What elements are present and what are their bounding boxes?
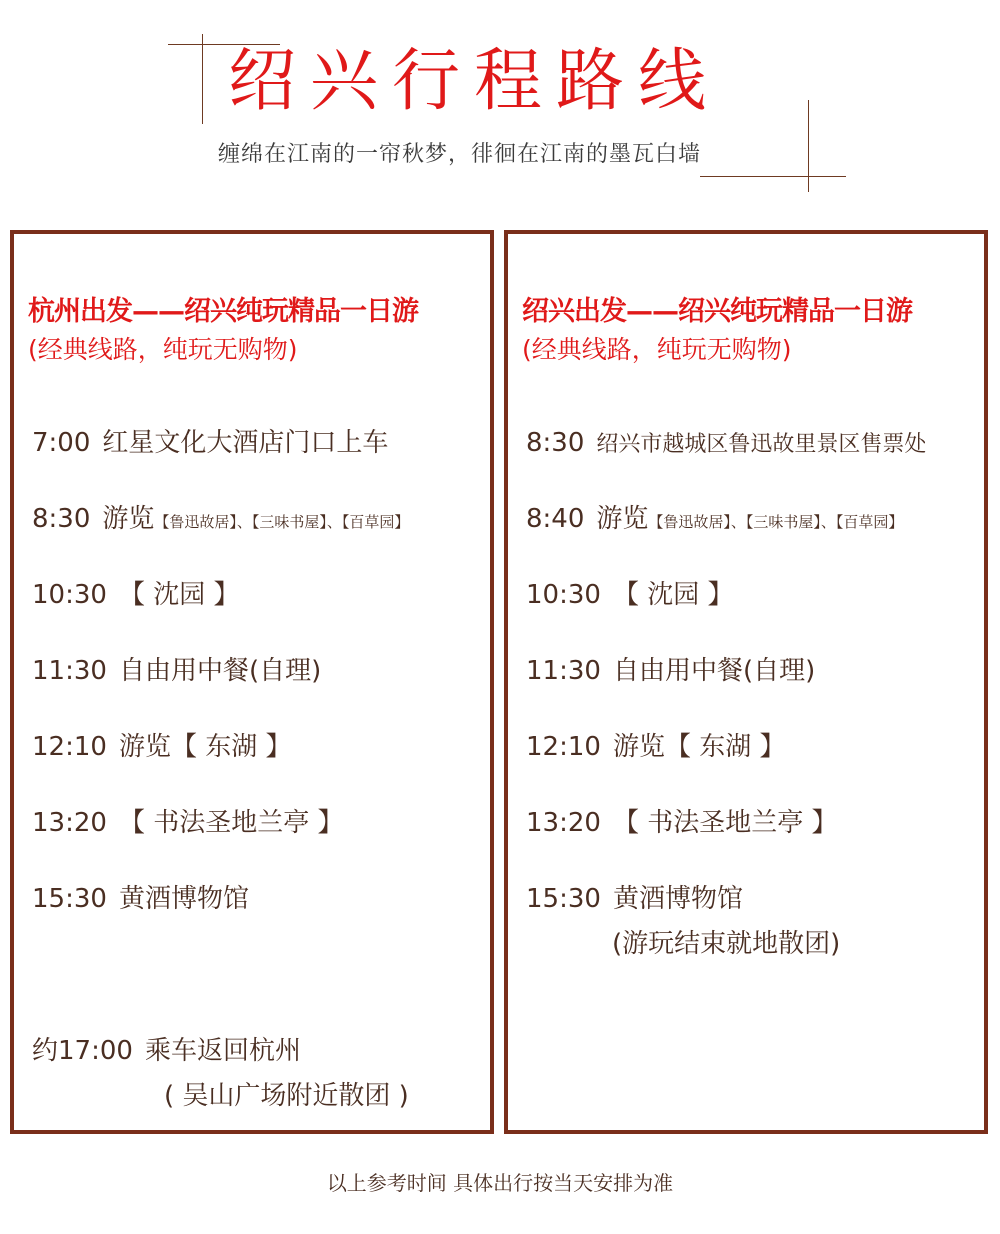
- left-panel-header: [28, 292, 418, 368]
- item-text: 自由用中餐(自理): [612, 656, 816, 686]
- item-time: 13:20: [32, 808, 107, 838]
- decor-line: [808, 100, 809, 192]
- item-time: 约17:00: [32, 1036, 133, 1066]
- item-text: 自由用中餐(自理): [118, 656, 322, 686]
- right-panel-subtitle: (经典线路，纯玩无购物): [522, 335, 792, 364]
- item-time: 8:30: [32, 504, 91, 534]
- item-time: 15:30: [32, 884, 107, 914]
- item-time: 8:30: [526, 428, 585, 458]
- itinerary-item: [32, 724, 492, 770]
- decor-line: [202, 34, 203, 124]
- page-title: 绍兴行程路线: [228, 42, 721, 121]
- itinerary-item: [32, 420, 492, 466]
- item-time: 15:30: [526, 884, 601, 914]
- item-text: 【 沈园 】: [612, 580, 734, 610]
- header: [0, 0, 1000, 210]
- item-time: 10:30: [32, 580, 107, 610]
- right-panel-note: (游玩结束就地散团): [612, 929, 841, 959]
- item-time: 12:10: [32, 732, 107, 762]
- left-panel-title: 杭州出发——绍兴纯玩精品一日游: [28, 296, 418, 327]
- item-text: 黄酒博物馆: [118, 884, 249, 914]
- itinerary-item: [526, 496, 986, 545]
- item-text: 游览【 东湖 】: [118, 732, 292, 762]
- item-text: 黄酒博物馆: [612, 884, 743, 914]
- item-text: 【 书法圣地兰亭 】: [612, 808, 838, 838]
- itinerary-item: [32, 800, 492, 846]
- item-extra: 【鲁迅故居】、【三味书屋】、【百草园】: [154, 513, 410, 531]
- item-text: 【 沈园 】: [118, 580, 240, 610]
- footer-note: 以上参考时间 具体出行按当天安排为准: [326, 1171, 674, 1195]
- item-extra: 【鲁迅故居】、【三味书屋】、【百草园】: [648, 513, 904, 531]
- itinerary-item: [526, 724, 986, 770]
- itinerary-item: [526, 800, 986, 846]
- item-time: 11:30: [32, 656, 107, 686]
- itinerary-item: [526, 420, 986, 468]
- item-text: 乘车返回杭州: [144, 1036, 301, 1066]
- left-panel-subtitle: (经典线路，纯玩无购物): [28, 335, 298, 364]
- itinerary-item: [32, 648, 492, 694]
- right-panel-header: [522, 292, 912, 368]
- itinerary-item: [32, 572, 492, 618]
- item-text: 游览: [596, 504, 649, 534]
- item-text: 红星文化大酒店门口上车: [102, 428, 389, 458]
- itinerary-item: [526, 876, 986, 922]
- item-time: 10:30: [526, 580, 601, 610]
- itinerary-item: [526, 572, 986, 618]
- item-text: 【 书法圣地兰亭 】: [118, 808, 344, 838]
- item-time: 7:00: [32, 428, 91, 458]
- item-text: 游览【 东湖 】: [612, 732, 786, 762]
- decor-line: [700, 176, 846, 177]
- itinerary-item: [32, 876, 492, 922]
- itinerary-item: [32, 496, 492, 545]
- right-itinerary-panel: [504, 230, 988, 1134]
- item-text: 游览: [102, 504, 155, 534]
- itinerary-item: [526, 648, 986, 694]
- item-time: 11:30: [526, 656, 601, 686]
- item-time: 8:40: [526, 504, 585, 534]
- item-time: 12:10: [526, 732, 601, 762]
- itinerary-item: [32, 1028, 492, 1074]
- page-subtitle: 缠绵在江南的一帘秋梦，徘徊在江南的墨瓦白墙: [218, 142, 702, 167]
- item-text: 绍兴市越城区鲁迅故里景区售票处: [596, 432, 927, 457]
- left-itinerary-panel: [10, 230, 494, 1134]
- right-panel-title: 绍兴出发——绍兴纯玩精品一日游: [522, 296, 912, 327]
- left-panel-note: ( 吴山广场附近散团 ): [164, 1081, 409, 1111]
- item-time: 13:20: [526, 808, 601, 838]
